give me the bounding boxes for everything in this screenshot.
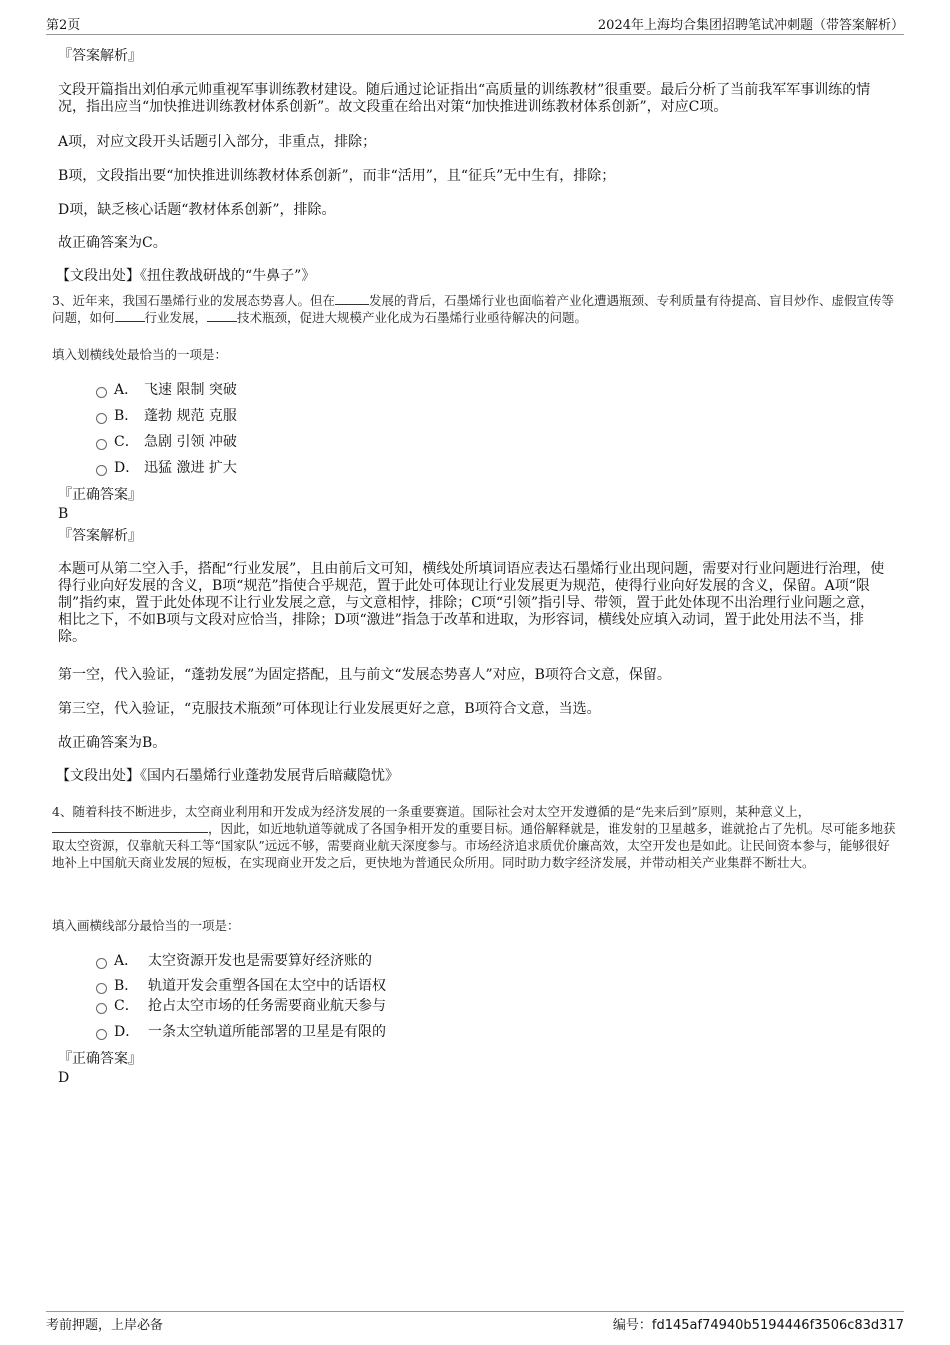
q3-source: 【文段出处】《国内石墨烯行业蓬勃发展背后暗藏隐忧》 <box>56 768 399 784</box>
q4-option-c[interactable]: C． 抢占太空市场的任务需要商业航天参与 <box>96 997 386 1015</box>
q3-option-c[interactable]: C． 急剧 引领 冲破 <box>96 433 237 451</box>
q3-option-a[interactable]: A． 飞速 限制 突破 <box>96 381 237 399</box>
q3-analysis-blank1: 第一空，代入验证，“蓬勃发展”为固定搭配，且与前文“发展态势喜人”对应，B项符合文意，保留。 <box>58 667 671 683</box>
q3-answer-label: 『正确答案』 <box>58 487 142 503</box>
q4-prompt: 填入画横线部分最恰当的一项是： <box>52 918 240 933</box>
q3-blank-2 <box>115 309 145 322</box>
radio-icon[interactable] <box>96 983 107 994</box>
q3-prompt: 填入划横线处最恰当的一项是： <box>52 347 228 362</box>
q2-conclusion: 故正确答案为C。 <box>58 235 167 251</box>
radio-icon[interactable] <box>96 413 107 424</box>
radio-icon[interactable] <box>96 439 107 450</box>
q2-source: 【文段出处】《扭住教战研战的“牛鼻子”》 <box>56 268 316 284</box>
footer-slogan: 考前押题，上岸必备 <box>46 1318 164 1333</box>
q4-blank <box>52 820 208 833</box>
q3-analysis-paragraph: 本题可从第二空入手，搭配“行业发展”，且由前后文可知，横线处所填词语应表达石墨烯行业出现问题，需要对行业问题进行治理，使得行业向好发展的含义，B项“规范”指使合乎规范，置于此处可体现让行业发展更为规范，使得行业向好发展的含义，保留。A项“限制”指约束，置于此处体现不让行业发展之意，与文意相悖，排除；C项“引领”指引导、带领，置于此处体现不出治理行业问题之意，相比之下，不如B项与文段对应恰当，排除；D项“激进”指急于改革和进取，为形容词，横线处应填入动词，置于此处用法不当，排除。 <box>58 561 885 645</box>
q3-blank-1 <box>335 292 369 305</box>
q4-option-d[interactable]: D． 一条太空轨道所能部署的卫星是有限的 <box>96 1023 386 1041</box>
q2-option-d-analysis: D项，缺乏核心话题“教材体系创新”，排除。 <box>58 202 336 218</box>
radio-icon[interactable] <box>96 1029 107 1040</box>
radio-icon[interactable] <box>96 958 107 969</box>
q3-answer: B <box>58 506 69 522</box>
radio-icon[interactable] <box>96 465 107 476</box>
q3-conclusion: 故正确答案为B。 <box>58 735 167 751</box>
q3-option-d[interactable]: D． 迅猛 激进 扩大 <box>96 459 237 477</box>
radio-icon[interactable] <box>96 1003 107 1014</box>
document-id: 编号：fd145af74940b5194446f3506c83d317 <box>612 1318 904 1333</box>
document-title: 2024年上海均合集团招聘笔试冲刺题（带答案解析） <box>597 18 904 33</box>
q3-analysis-blank3: 第三空，代入验证，“克服技术瓶颈”可体现让行业发展更好之意，B项符合文意，当选。 <box>58 701 601 717</box>
q4-answer-label: 『正确答案』 <box>58 1051 142 1067</box>
q4-answer: D <box>58 1070 70 1086</box>
q2-option-a-analysis: A项，对应文段开头话题引入部分，非重点，排除； <box>58 134 377 150</box>
q2-analysis-label: 『答案解析』 <box>58 48 142 64</box>
q3-option-b[interactable]: B． 蓬勃 规范 克服 <box>96 407 237 425</box>
page-footer <box>46 1311 904 1336</box>
q2-option-b-analysis: B项，文段指出要“加快推进训练教材体系创新”，而非“活用”，且“征兵”无中生有，排除； <box>58 168 616 184</box>
radio-icon[interactable] <box>96 387 107 398</box>
q4-option-a[interactable]: A． 太空资源开发也是需要算好经济账的 <box>96 952 372 970</box>
q2-analysis-paragraph: 文段开篇指出刘伯承元帅重视军事训练教材建设。随后通过论证指出“高质量的训练教材”很重要。最后分析了当前我军军事训练的情况，指出应当“加快推进训练教材体系创新”。故文段重在给出对策“加快推进训练教材体系创新”，对应C项。 <box>58 82 871 115</box>
q4-stem: 4、随着科技不断进步，太空商业利用和开发成为经济发展的一条重要赛道。国际社会对太空开发遵循的是“先来后到”原则，某种意义上， ，因此，如近地轨道等就成了各国争相开发的重要目标。通俗解释就是，谁发射的卫星越多，谁就抢占了先机。尽可能多地获取太空资源，仅靠航天科工等“国家队”远远不够，需要商业航天深度参与。市场经济追求质优价廉高效，太空开发也是如此。让民间资本参与，能够很好地补上中国航天商业发展的短板，在实现商业开发之后，更快地为普通民众所用。同时助力数字经济发展，并带动相关产业集群不断壮大。 <box>52 804 896 870</box>
q3-stem: 3、近年来，我国石墨烯行业的发展态势喜人。但在 发展的背后，石墨烯行业也面临着产业化遭遇瓶颈、专利质量有待提高、盲目炒作、虚假宣传等问题，如何 行业发展， 技术瓶颈，促进大规模产业化成为石墨烯行业亟待解决的问题。 <box>52 293 894 325</box>
q4-option-b[interactable]: B． 轨道开发会重塑各国在太空中的话语权 <box>96 977 386 995</box>
q3-blank-3 <box>207 309 237 322</box>
q3-analysis-label: 『答案解析』 <box>58 528 142 544</box>
page-header <box>46 14 904 35</box>
page-number: 第2页 <box>46 18 81 33</box>
